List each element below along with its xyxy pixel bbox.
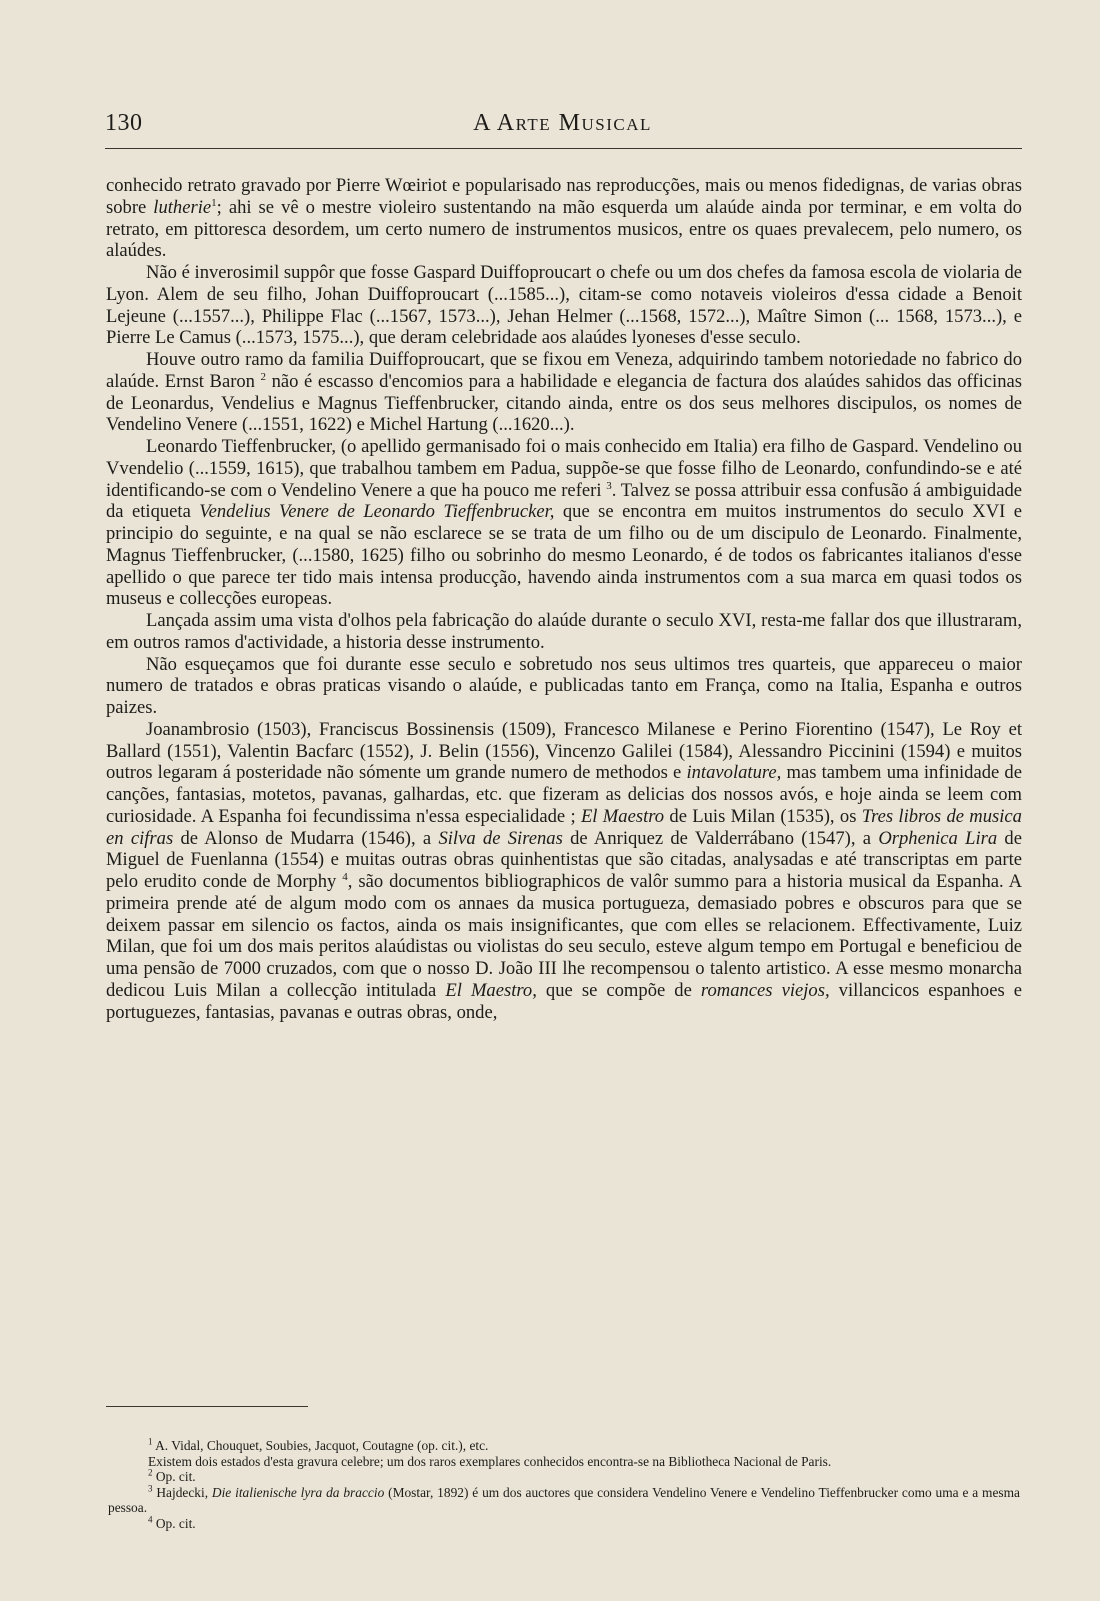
paragraph-2: Não é inverosimil suppôr que fosse Gaspard Duiffoproucart o chefe ou um dos chefes da famosa escola de violaria de Lyon. Alem de seu filho, Johan Duiffoproucart (...1585...), citam-se como notaveis violeiros d'essa cidade a Benoit Lejeune (...1557...), Philippe Flac (...1567, 1573...), Jehan Helmer (...1568, 1572...), Maître Simon (... 1568, 1573...), e Pierre Le Camus (...1573, 1575...), que deram celebridade aos alaúdes lyoneses d'esse seculo. xyxy=(106,262,1022,349)
body-text xyxy=(106,175,1022,1023)
italic-title: Orphenica Lira xyxy=(878,827,998,849)
footnote-1-continuation: Existem dois estados d'esta gravura celebre; um dos raros exemplares conhecidos encontra-se na Bibliotheca Nacional de Paris. xyxy=(148,1453,832,1469)
footnote-3: $^3$ Hajdecki, Die italienische lyra da braccio (Mostar, 1892) é um dos auctores que considera Vendelino Venere e Vendelino Tieffenbrucker como uma e a mesma pessoa. xyxy=(108,1483,1020,1516)
italic-title: El Maestro xyxy=(580,805,665,827)
italic-title: Tres libros de musica en cifras xyxy=(106,805,1022,849)
paragraph-1: conhecido retrato gravado por Pierre Wœiriot e popularisado nas reproducções, mais ou menos fidedignas, de varias obras sobre lutherie$^1$; ahi se vê o mestre violeiro sustentando na mão esquerda um alaúde ainda por terminar, e em volta do retrato, em pittoresca desordem, um certo numero de instrumentos musicos, entre os quaes prevalecem, pelo numero, os alaúdes. xyxy=(106,175,1022,262)
italic-term: lutherie xyxy=(153,196,212,218)
paragraph-7: Joanambrosio (1503), Franciscus Bossinensis (1509), Francesco Milanese e Perino Fiorentino (1547), Le Roy et Ballard (1551), Valentin Bacfarc (1552), J. Belin (1556), Vincenzo Galilei (1584), Alessandro Piccinini (1594) e muitos outros legaram á posteridade não sómente um grande numero de methodos e intavolature, mas tambem uma infinidade de canções, fantasias, motetos, pavanas, galhardas, etc. que fizeram as delicias dos nossos avós, e hoje ainda se leem com curiosidade. A Espanha foi fecundissima n'essa especialidade ; El Maestro de Luis Milan (1535), os Tres libros de musica en cifras de Alonso de Mudarra (1546), a Silva de Sirenas de Anriquez de Valderrábano (1547), a Orphenica Lira de Miguel de Fuenlanna (1554) e muitas outras obras quinhentistas que são citadas, analysadas e até transcriptas em parte pelo erudito conde de Morphy $^4$, são documentos bibliographicos de valôr summo para a historia musical da Espanha. A primeira prende até de algum modo com os annaes da musica portugueza, demasiado pobres e obscuros para que se deixem passar em silencio os factos, ainda os mais insignificantes, que com elles se relacionem. Effectivamente, Luiz Milan, que foi um dos mais peritos alaúdistas ou violistas do seu seculo, esteve algum tempo em Portugal e beneficiou de uma pensão de 7000 cruzados, com que o nosso D. João III lhe recompensou o talento artistico. A esse mesmo monarcha dedicou Luis Milan a collecção intitulada El Maestro, que se compõe de romances viejos, villancicos espanhoes e portuguezes, fantasias, pavanas e outras obras, onde, xyxy=(106,718,1023,1023)
italic-title: El Maestro, xyxy=(445,979,537,1001)
paragraph-5: Lançada assim uma vista d'olhos pela fabricação do alaúde durante o seculo XVI, resta-me fallar dos que illustraram, em outros ramos d'actividade, a historia desse instrumento. xyxy=(106,610,1022,653)
page-header xyxy=(105,110,1020,146)
footnote-4: $^4$ Op. cit. xyxy=(148,1514,196,1531)
paragraph-4: Leonardo Tieffenbrucker, (o apellido germanisado foi o mais conhecido em Italia) era filho de Gaspard. Vendelino ou Vvendelio (...1559, 1615), que trabalhou tambem em Padua, suppõe-se que fosse filho de Leonardo, confundindo-se e até identificando-se com o Vendelino Venere a que ha pouco me referi $^3$. Talvez se possa attribuir essa confusão á ambiguidade da etiqueta Vendelius Venere de Leonardo Tieffenbrucker, que se encontra em muitos instrumentos do seculo XVI e principio do seguinte, e na qual se não esclarece se se trata de um filho ou de um discipulo de Leonardo. Finalmente, Magnus Tieffenbrucker, (...1580, 1625) filho ou sobrinho do mesmo Leonardo, é de todos os fabricantes italianos d'esse apellido o que parece ter tido mais intensa producção, havendo ainda instrumentos com a sua marca em quasi todos os museus e collecções europeas. xyxy=(106,436,1023,610)
footnotes-rule xyxy=(106,1406,308,1407)
paragraph-6: Não esqueçamos que foi durante esse seculo e sobretudo nos seus ultimos tres quarteis, que appareceu o maior numero de tratados e obras praticas visando o alaúde, e publicadas tanto em França, como na Italia, Espanha e outros paizes. xyxy=(106,653,1022,718)
running-head: A Arte Musical xyxy=(473,110,652,136)
paragraph-3: Houve outro ramo da familia Duiffoproucart, que se fixou em Veneza, adquirindo tambem notoriedade no fabrico do alaúde. Ernst Baron $^2$ não é escasso d'encomios para a habilidade e elegancia de factura dos alaúdes sahidos das officinas de Leonardus, Vendelius e Magnus Tieffenbrucker, citando ainda, entre os dos seus melhores discipulos, os nomes de Vendelino Venere (...1551, 1622) e Michel Hartung (...1620...). xyxy=(106,349,1022,436)
italic-title: Silva de Sirenas xyxy=(438,827,563,849)
footnote-ref-2: 2 xyxy=(260,370,267,383)
footnote-2: $^2$ Op. cit. xyxy=(148,1467,196,1485)
italic-title: romances viejos, xyxy=(700,979,830,1001)
header-rule xyxy=(105,148,1022,149)
page-number: 130 xyxy=(105,110,143,136)
italic-label: Vendelius Venere de Leonardo Tieffenbrucker, xyxy=(199,501,555,523)
italic-title: intavolature, xyxy=(686,762,782,784)
footnote-ref-1: 1 xyxy=(211,196,217,209)
footnotes xyxy=(108,1438,1020,1532)
footnote-ref-3: 3 xyxy=(606,479,612,492)
footnote-ref-4: 4 xyxy=(342,870,348,883)
footnote-1: $^1$ A. Vidal, Chouquet, Soubies, Jacquot, Coutagne (op. cit.), etc. xyxy=(148,1436,489,1453)
